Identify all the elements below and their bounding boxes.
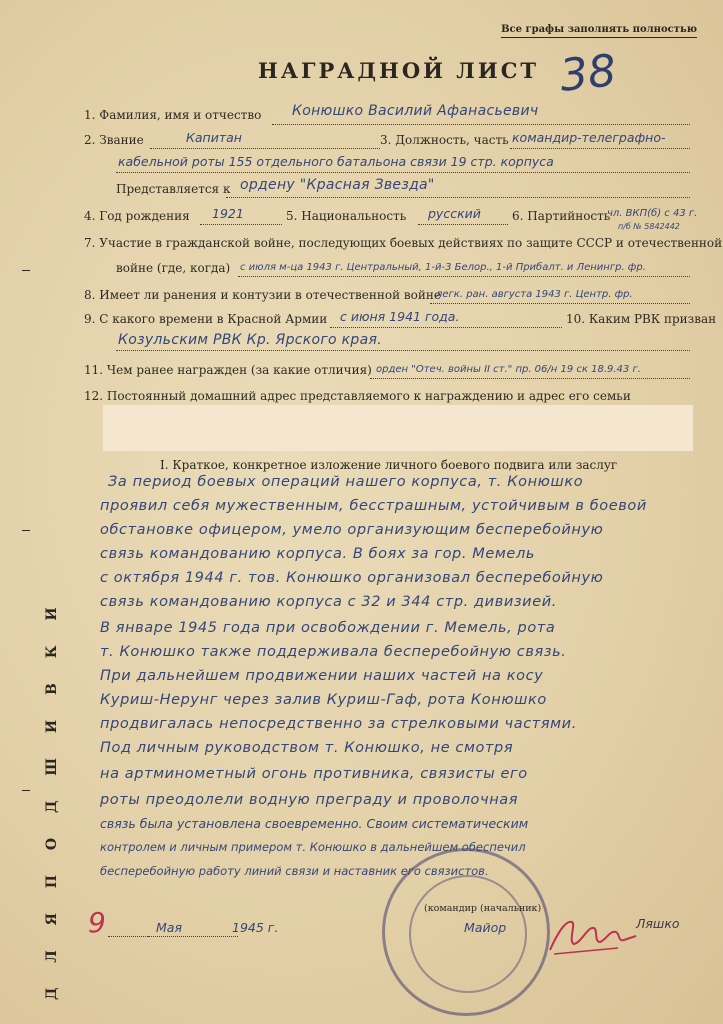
feat-line: т. Конюшко также поддерживала бесперебойную связь. — [100, 644, 567, 660]
field-5-line — [418, 224, 508, 225]
feat-line: на артминометный огонь противника, связисты его — [100, 766, 528, 782]
field-7-label-cont: войне (где, когда) — [116, 261, 231, 275]
margin-dash — [22, 270, 30, 271]
field-5-value: русский — [428, 206, 481, 221]
feat-line: связь была установлена своевременно. Своим систематическим — [100, 816, 529, 831]
field-4-value: 1921 — [212, 206, 244, 221]
date-month-line — [148, 936, 238, 937]
binding-label: Д Л Я П О Д Ш И В К И — [44, 597, 60, 1000]
field-10-label: 10. Каким РВК призван — [566, 312, 717, 326]
feat-line: В январе 1945 года при освобождении г. Мемель, рота — [100, 620, 556, 636]
instruction-note: Все графы заполнять полностью — [501, 24, 697, 38]
field-1-line — [272, 124, 690, 125]
field-10-value: Козульским РВК Кр. Ярского края. — [118, 332, 382, 348]
signer-name: Ляшко — [636, 916, 680, 931]
nomination-line — [226, 197, 690, 198]
redacted-address — [103, 405, 693, 451]
date-year: 1945 г. — [232, 920, 279, 935]
field-3-cont-line — [116, 172, 690, 173]
feat-line: проявил себя мужественным, бесстрашным, устойчивым в боевой — [100, 498, 647, 514]
feat-line: с октября 1944 г. тов. Конюшко организовал бесперебойную — [100, 570, 604, 586]
field-7-line — [238, 276, 690, 277]
date-day-line — [108, 936, 148, 937]
field-7-label: 7. Участие в гражданской войне, последующих боевых действиях по защите СССР и отечественной — [84, 236, 723, 250]
commander-caption: (командир (начальник) — [424, 903, 542, 914]
field-6-card: п/б № 5842442 — [618, 222, 680, 231]
field-12-label: 12. Постоянный домашний адрес представляемого к награждению и адрес его семьи — [84, 389, 631, 403]
sheet-number: 38 — [557, 45, 619, 102]
field-2-line — [150, 148, 380, 149]
nomination-label: Представляется к — [116, 182, 231, 196]
field-4-line — [200, 224, 282, 225]
field-8-line — [430, 303, 690, 304]
field-6-label: 6. Партийность — [512, 209, 611, 223]
field-3-value: командир-телеграфно- — [512, 130, 666, 145]
feat-line: бесперебойную работу линий связи и наставник его связистов. — [100, 864, 489, 878]
field-8-label: 8. Имеет ли ранения и контузии в отечественной войне — [84, 288, 441, 302]
feat-line: За период боевых операций нашего корпуса, т. Конюшко — [108, 474, 584, 490]
field-11-line — [370, 378, 690, 379]
field-9-value: с июня 1941 года. — [340, 309, 460, 324]
field-11-label: 11. Чем ранее награжден (за какие отличия) — [84, 363, 372, 377]
field-10-line — [116, 350, 690, 351]
feat-line: продвигалась непосредственно за стрелковыми частями. — [100, 716, 577, 732]
date-day: 9 — [88, 906, 106, 939]
field-2-value: Капитан — [186, 130, 242, 145]
feat-line: контролем и личным примером т. Конюшко в дальнейшем обеспечил — [100, 840, 526, 854]
feat-section-heading: I. Краткое, конкретное изложение личного боевого подвига или заслуг — [160, 458, 618, 472]
feat-line: При дальнейшем продвижении наших частей на косу — [100, 668, 544, 684]
feat-line: связь командованию корпуса с 32 и 344 стр. дивизией. — [100, 594, 557, 610]
feat-line: роты преодолели водную преграду и проволочная — [100, 792, 519, 808]
field-8-value: легк. ран. августа 1943 г. Центр. фр. — [436, 289, 633, 300]
field-3-line — [510, 148, 690, 149]
feat-line: Под личным руководством т. Конюшко, не смотря — [100, 740, 514, 756]
field-7-value: с июля м-ца 1943 г. Центральный, 1-й-3 Белор., 1-й Прибалт. и Ленингр. фр. — [240, 262, 646, 273]
field-6-value: чл. ВКП(б) с 43 г. — [607, 208, 698, 219]
feat-line: обстановке офицером, умело организующим бесперебойную — [100, 522, 604, 538]
document-title: НАГРАДНОЙ ЛИСТ — [258, 58, 540, 83]
field-5-label: 5. Национальность — [286, 209, 407, 223]
signature-image — [548, 912, 638, 966]
field-4-label: 4. Год рождения — [84, 209, 190, 223]
field-3-label: 3. Должность, часть — [380, 133, 509, 147]
feat-line: связь командованию корпуса. В боях за гор. Мемель — [100, 546, 535, 562]
margin-dash — [22, 530, 30, 531]
field-1-label: 1. Фамилия, имя и отчество — [84, 108, 262, 122]
field-3-continuation: кабельной роты 155 отдельного батальона связи 19 стр. корпуса — [118, 154, 554, 169]
date-month: Мая — [156, 920, 182, 935]
field-2-label: 2. Звание — [84, 133, 144, 147]
nomination-value: ордену "Красная Звезда" — [240, 177, 435, 193]
field-11-value: орден "Отеч. войны II ст." пр. 06/н 19 ск 18.9.43 г. — [376, 364, 641, 375]
field-9-line — [330, 327, 562, 328]
feat-line: Куриш-Нерунг через залив Куриш-Гаф, рота Конюшко — [100, 692, 547, 708]
field-1-value: Конюшко Василий Афанасьевич — [292, 103, 539, 119]
field-9-label: 9. С какого времени в Красной Армии — [84, 312, 328, 326]
signer-rank: Майор — [464, 920, 507, 935]
margin-dash — [22, 790, 30, 791]
